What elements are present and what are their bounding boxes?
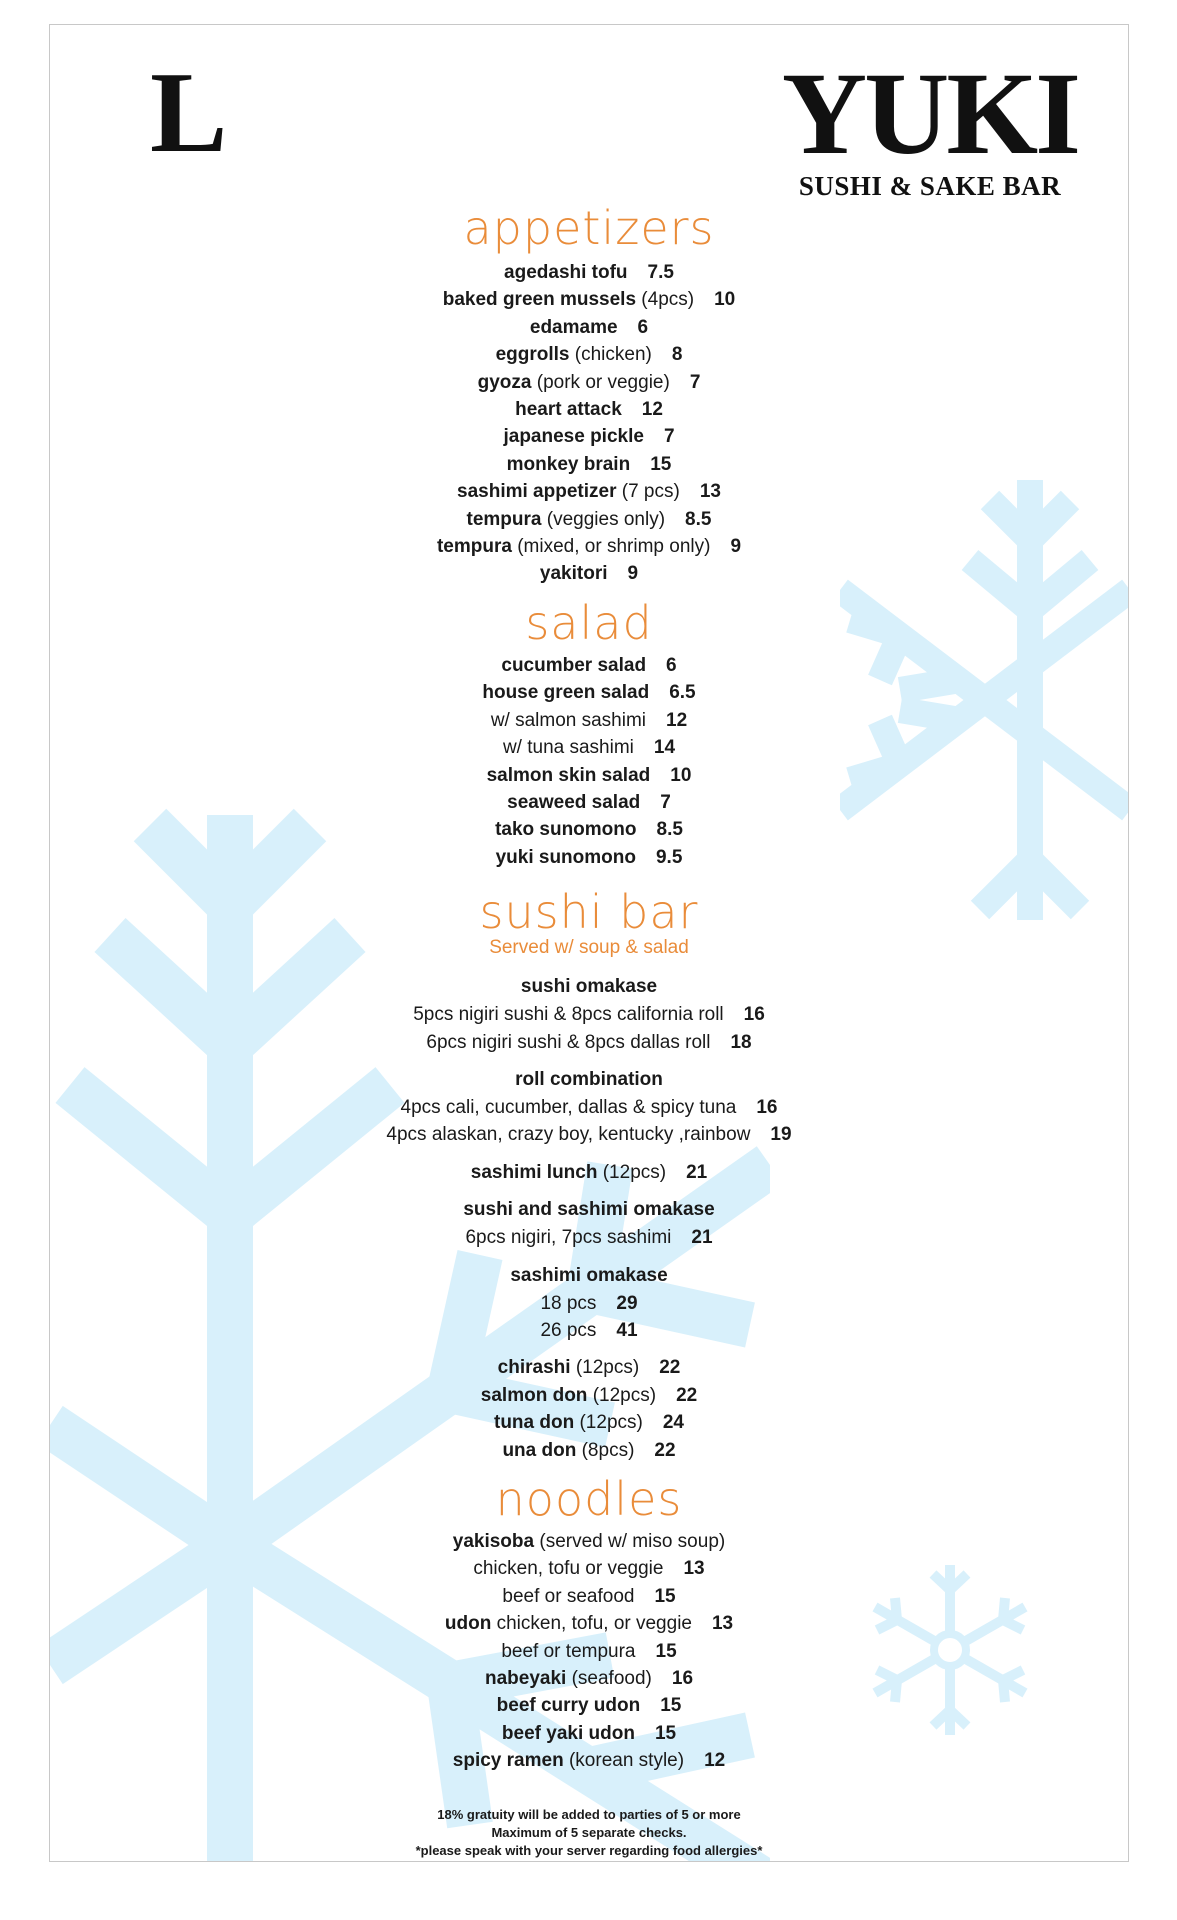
menu-item: house green salad 6.5 [482,682,696,704]
brand-name: YUKI [781,48,1079,179]
menu-item: tempura (mixed, or shrimp only) 9 [436,536,742,558]
menu-item: beef curry udon 15 [496,1695,682,1717]
menu-item: w/ tuna sashimi 14 [502,737,676,759]
menu-item: agedashi tofu 7.5 [504,262,674,283]
menu-content [50,201,1128,1775]
menu-item: tako sunomono 8.5 [495,819,683,841]
sashimi-omakase-group [50,1262,1128,1345]
appetizers-section [50,201,1128,588]
sashimi-lunch-group [50,1159,1128,1186]
menu-item: 5pcs nigiri sushi & 8pcs california roll 16 [413,1004,765,1026]
roll-combination-group [50,1066,1128,1149]
menu-item: nabeyaki (seafood) 16 [484,1668,694,1690]
menu-item: japanese pickle 7 [503,426,675,448]
menu-item: beef yaki udon 15 [501,1722,677,1744]
menu-item: udon chicken, tofu, or veggie 13 [444,1613,734,1635]
allergy-note: *please speak with your server regarding food allergies* [415,1843,763,1858]
menu-item: eggrolls (chicken) 8 [495,344,683,366]
sushi-omakase-group [50,973,1128,1056]
menu-item: 26 pcs 41 [540,1319,638,1341]
group-title: sashimi omakase [510,1264,668,1286]
menu-item: sashimi appetizer (7 pcs) 13 [457,481,721,503]
menu-item: seaweed salad 7 [507,791,671,813]
appetizers-title: appetizers [463,201,715,255]
sushi-bar-subtitle: Served w/ soup & salad [489,937,689,959]
menu-item: salmon skin salad 10 [486,764,692,786]
menu-item: tempura (veggies only) 8.5 [466,508,712,530]
menu-sheet [49,24,1129,1862]
sushi-bar-title: sushi bar [479,885,699,940]
salad-title: salad [525,595,653,650]
brand-logo [750,48,1110,202]
menu-item: edamame 6 [529,316,649,338]
menu-item: chicken, tofu or veggie 13 [473,1558,705,1580]
menu-item: 18 pcs 29 [540,1292,638,1314]
salad-section [50,595,1128,871]
group-title: sushi and sashimi omakase [463,1199,715,1221]
menu-item: chirashi (12pcs) 22 [497,1357,681,1379]
menu-item: baked green mussels (4pcs) 10 [442,289,736,311]
don-group [50,1354,1128,1464]
separate-checks-note: Maximum of 5 separate checks. [491,1825,687,1840]
menu-item: beef or tempura 15 [501,1640,677,1662]
sushi-bar-section [50,885,1128,1464]
gratuity-note: 18% gratuity will be added to parties of 5 or more [437,1807,741,1822]
sushi-sashimi-omakase-group [50,1196,1128,1251]
menu-item: yuki sunomono 9.5 [495,846,683,868]
menu-item: 4pcs cali, cucumber, dallas & spicy tuna 16 [400,1096,778,1118]
menu-item: yakitori 9 [539,563,639,585]
menu-item: 6pcs nigiri sushi & 8pcs dallas roll 18 [426,1031,752,1053]
menu-item: beef or seafood 15 [502,1585,676,1607]
brand-subtitle: SUSHI & SAKE BAR [798,171,1062,202]
menu-item: w/ salmon sashimi 12 [490,709,688,731]
menu-letter: L [150,49,228,177]
menu-item: gyoza (pork or veggie) 7 [477,371,701,393]
menu-item: monkey brain 15 [506,453,672,475]
group-title: sushi omakase [520,976,658,998]
group-title: roll combination [515,1068,663,1090]
menu-item: 6pcs nigiri, 7pcs sashimi 21 [465,1227,713,1249]
menu-item: una don (8pcs) 22 [502,1439,676,1461]
menu-item: yakisoba (served w/ miso soup) [452,1531,726,1552]
menu-item: spicy ramen (korean style) 12 [452,1750,726,1772]
menu-item: cucumber salad 6 [501,654,677,676]
menu-item: sashimi lunch (12pcs) 21 [470,1161,708,1183]
menu-item: salmon don (12pcs) 22 [480,1384,698,1406]
menu-item: heart attack 12 [515,399,663,421]
menu-item: tuna don (12pcs) 24 [494,1412,684,1434]
footer-notes [50,1806,1128,1860]
noodles-title: noodles [495,1472,683,1526]
menu-item: 4pcs alaskan, crazy boy, kentucky ,rainbow 19 [386,1124,792,1146]
noodles-section [50,1472,1128,1775]
